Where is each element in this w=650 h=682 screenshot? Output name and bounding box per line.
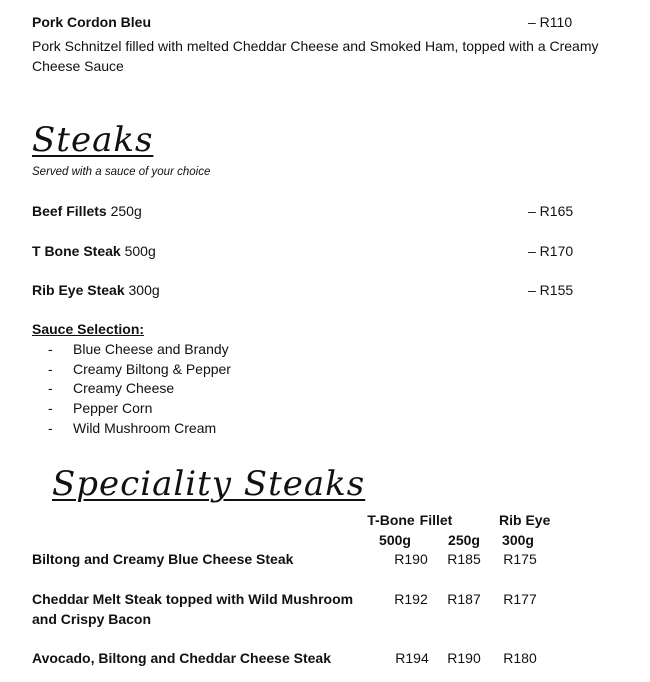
sauce-list-item: - Wild Mushroom Cream xyxy=(48,420,217,436)
price-ribeye: R175 xyxy=(503,551,537,567)
steak-name: Rib Eye Steak xyxy=(32,282,125,298)
steak-item xyxy=(32,203,142,219)
price-ribeye: R180 xyxy=(503,650,537,666)
steak-price: – R155 xyxy=(528,282,574,298)
steak-item xyxy=(32,243,156,259)
speciality-row-name: Biltong and Creamy Blue Cheese Steak xyxy=(32,551,294,567)
steak-name: Beef Fillets xyxy=(32,203,107,219)
sauce-list-item: - Creamy Cheese xyxy=(48,380,175,396)
column-weight-tbone: 500g xyxy=(379,532,411,548)
steak-price: – R170 xyxy=(528,243,574,259)
price-fillet: R190 xyxy=(447,650,481,666)
sauce-list-item: - Creamy Biltong & Pepper xyxy=(48,361,231,377)
column-weight-ribeye: 300g xyxy=(502,532,534,548)
price-fillet: R187 xyxy=(447,591,481,607)
sauce-list-item: - Blue Cheese and Brandy xyxy=(48,341,229,357)
steak-name: T Bone Steak xyxy=(32,243,121,259)
column-header-tbone: T-Bone xyxy=(367,512,415,528)
speciality-row-name: Cheddar Melt Steak topped with Wild Mushroom xyxy=(32,591,354,607)
steak-item xyxy=(32,282,160,298)
menu-item-price: – R110 xyxy=(528,14,573,30)
column-weight-fillet: 250g xyxy=(448,532,480,548)
column-header-fillet: Fillet xyxy=(419,512,453,528)
column-header-ribeye: Rib Eye xyxy=(499,512,551,528)
price-tbone: R192 xyxy=(394,591,428,607)
sauce-selection-heading: Sauce Selection: xyxy=(32,321,145,337)
steak-weight: 300g xyxy=(124,282,160,298)
menu-item-name: Pork Cordon Bleu xyxy=(32,14,152,30)
menu-item-description: Pork Schnitzel filled with melted Cheddar Cheese and Smoked Ham, topped with a Creamy Cheese Sauce xyxy=(32,38,599,74)
price-tbone: R190 xyxy=(394,551,428,567)
price-ribeye: R177 xyxy=(503,591,537,607)
price-fillet: R185 xyxy=(447,551,481,567)
section-heading-speciality-steaks: Speciality Steaks xyxy=(52,464,366,504)
steak-price: – R165 xyxy=(528,203,574,219)
section-subtitle: Served with a sauce of your choice xyxy=(32,166,211,178)
sauce-list-item: - Pepper Corn xyxy=(48,400,153,416)
speciality-row-name: Avocado, Biltong and Cheddar Cheese Steak xyxy=(32,650,331,666)
steak-weight: 250g xyxy=(106,203,142,219)
price-tbone: R194 xyxy=(395,650,429,666)
steak-weight: 500g xyxy=(120,243,156,259)
speciality-row-name-cont: and Crispy Bacon xyxy=(32,611,152,627)
section-heading-steaks: Steaks xyxy=(32,120,154,160)
